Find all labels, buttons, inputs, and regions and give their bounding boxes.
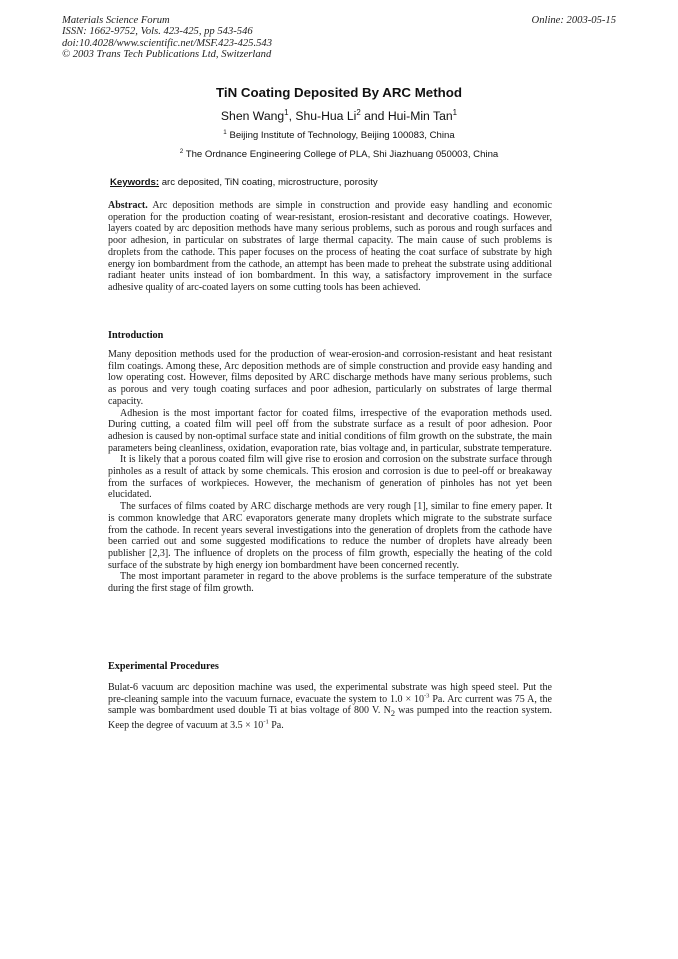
journal-header — [62, 15, 272, 61]
experimental-body — [108, 682, 552, 732]
paragraph: Many deposition methods used for the production of wear-erosion-and corrosion-resistant and heat resistant film coatings. Among these, Arc deposition methods are of simple construction and provide easy handing and low operating cost. However, films deposited by ARC discharge methods have many serious problems, such as porous and very tough coating surfaces and poor adhesion, particularly on substrates of large thermal capacity. — [108, 349, 552, 407]
paper-title: TiN Coating Deposited By ARC Method — [216, 85, 462, 100]
online-date: Online: 2003-05-15 — [531, 15, 616, 26]
paragraph: The most important parameter in regard to the above problems is the surface temperature of the substrate during the first stage of film growth. — [108, 571, 552, 595]
keywords — [110, 177, 378, 188]
copyright-line: © 2003 Trans Tech Publications Ltd, Switzerland — [62, 49, 272, 61]
section-heading-introduction: Introduction — [108, 330, 164, 341]
author-affil-marker: 2 — [356, 107, 361, 117]
paragraph: The surfaces of films coated by ARC discharge methods are very rough [1], similar to fine emery paper. It is common knowledge that ARC evaporators generate many droplets which migrate to the substrate surface from the cathode. In recent years several investigations into the generation of droplets from the cathode have been carried out and some suggested modifications to reduce the number of droplets have already been publisher [2,3]. The influence of droplets on the process of film growth, especially the heating of the cold surface of the substrate by high energy ion bombardment have been concerned recently. — [108, 501, 552, 571]
keywords-text: arc deposited, TiN coating, microstructure, porosity — [161, 177, 378, 188]
author-name: Shen Wang — [220, 109, 285, 123]
author-affil-marker: 1 — [452, 107, 458, 117]
paragraph — [108, 682, 552, 732]
author-list — [0, 109, 678, 123]
section-heading-experimental: Experimental Procedures — [108, 661, 219, 672]
subscript: 2 — [390, 709, 395, 719]
text-run: Pa. Arc current was 75 A, the sample was bombardment used double Ti at bias voltage of 800 V. N — [108, 693, 552, 717]
author-separator: , — [288, 109, 296, 123]
exponent: -3 — [424, 692, 430, 700]
paragraph: It is likely that a porous coated film will give rise to erosion and corrosion on the substrate surface through pinholes as a result of attack by some chemicals. This erosion and corrosion is due to peel-off or breakaway from the surfaces of workpieces. However, the mechanism of generation of pinholes has not yet been elucidated. — [108, 454, 552, 501]
exponent: -1 — [263, 718, 269, 726]
text-run: Bulat-6 vacuum arc deposition machine was used, the experimental substrate was high speed steel. Put the pre-cleaning sample into the vacuum furnace, evacuate the system to 1.0 × 10 — [108, 682, 552, 705]
affil-marker: 1 — [223, 128, 227, 136]
author-affil-marker: 1 — [284, 107, 289, 117]
author-name: Hui-Min Tan — [387, 109, 453, 123]
keywords-label: Keywords: — [110, 177, 160, 188]
affil-text: The Ordnance Engineering College of PLA, Shi Jiazhuang 050003, China — [185, 149, 499, 160]
introduction-body — [108, 349, 552, 595]
author-separator: and — [360, 109, 388, 123]
abstract — [108, 200, 552, 294]
paragraph: Adhesion is the most important factor for coated films, irrespective of the evaporation methods used. During cutting, a coated film will peel off from the substrate surface as a result of poor adhesion. Poor adhesion is caused by non-optimal surface state and initial conditions of film growth on the substrate, the main parameters being cleanliness, oxidation, evaporation rate, bias voltage and, in particular, substrate temperature. — [108, 407, 552, 454]
author-name: Shu-Hua Li — [295, 109, 357, 123]
abstract-text: Arc deposition methods are simple in construction and provide easy handling and economic operation for the production coating of wear-resistant, erosion-resistant and decorative coatings. However, layers coated by arc deposition methods have many serious problems, such as porous and rough surfaces and poor adhesion, in particular on substrates of large thermal capacity. The main cause of such problems is droplets from the cathode. This paper focuses on the process of heating the coat surface of substrate by high energy ion bombardment from the cathode, an attempt has been made to preheat the substrate using additional radiant heater units instead of ion bombardment. In this way, a satisfactory improvement in the surface adhesive quality of arc-coated layers on some cutting tools has been achieved. — [108, 200, 553, 293]
doi-line[interactable]: doi:10.4028/www.scientific.net/MSF.423-425.543 — [62, 37, 272, 49]
issn-line: ISSN: 1662-9752, Vols. 423-425, pp 543-546 — [62, 26, 253, 38]
affil-text: Beijing Institute of Technology, Beijing 100083, China — [229, 130, 455, 141]
text-run: Pa. — [268, 720, 284, 732]
journal-name: Materials Science Forum — [62, 15, 170, 26]
affiliation-2 — [0, 149, 678, 160]
affiliation-1 — [0, 130, 678, 141]
affil-marker: 2 — [179, 147, 184, 155]
text-run: was pumped into the reaction system. Keep the degree of vacuum at 3.5 × 10 — [108, 705, 552, 732]
abstract-label: Abstract. — [108, 200, 148, 211]
